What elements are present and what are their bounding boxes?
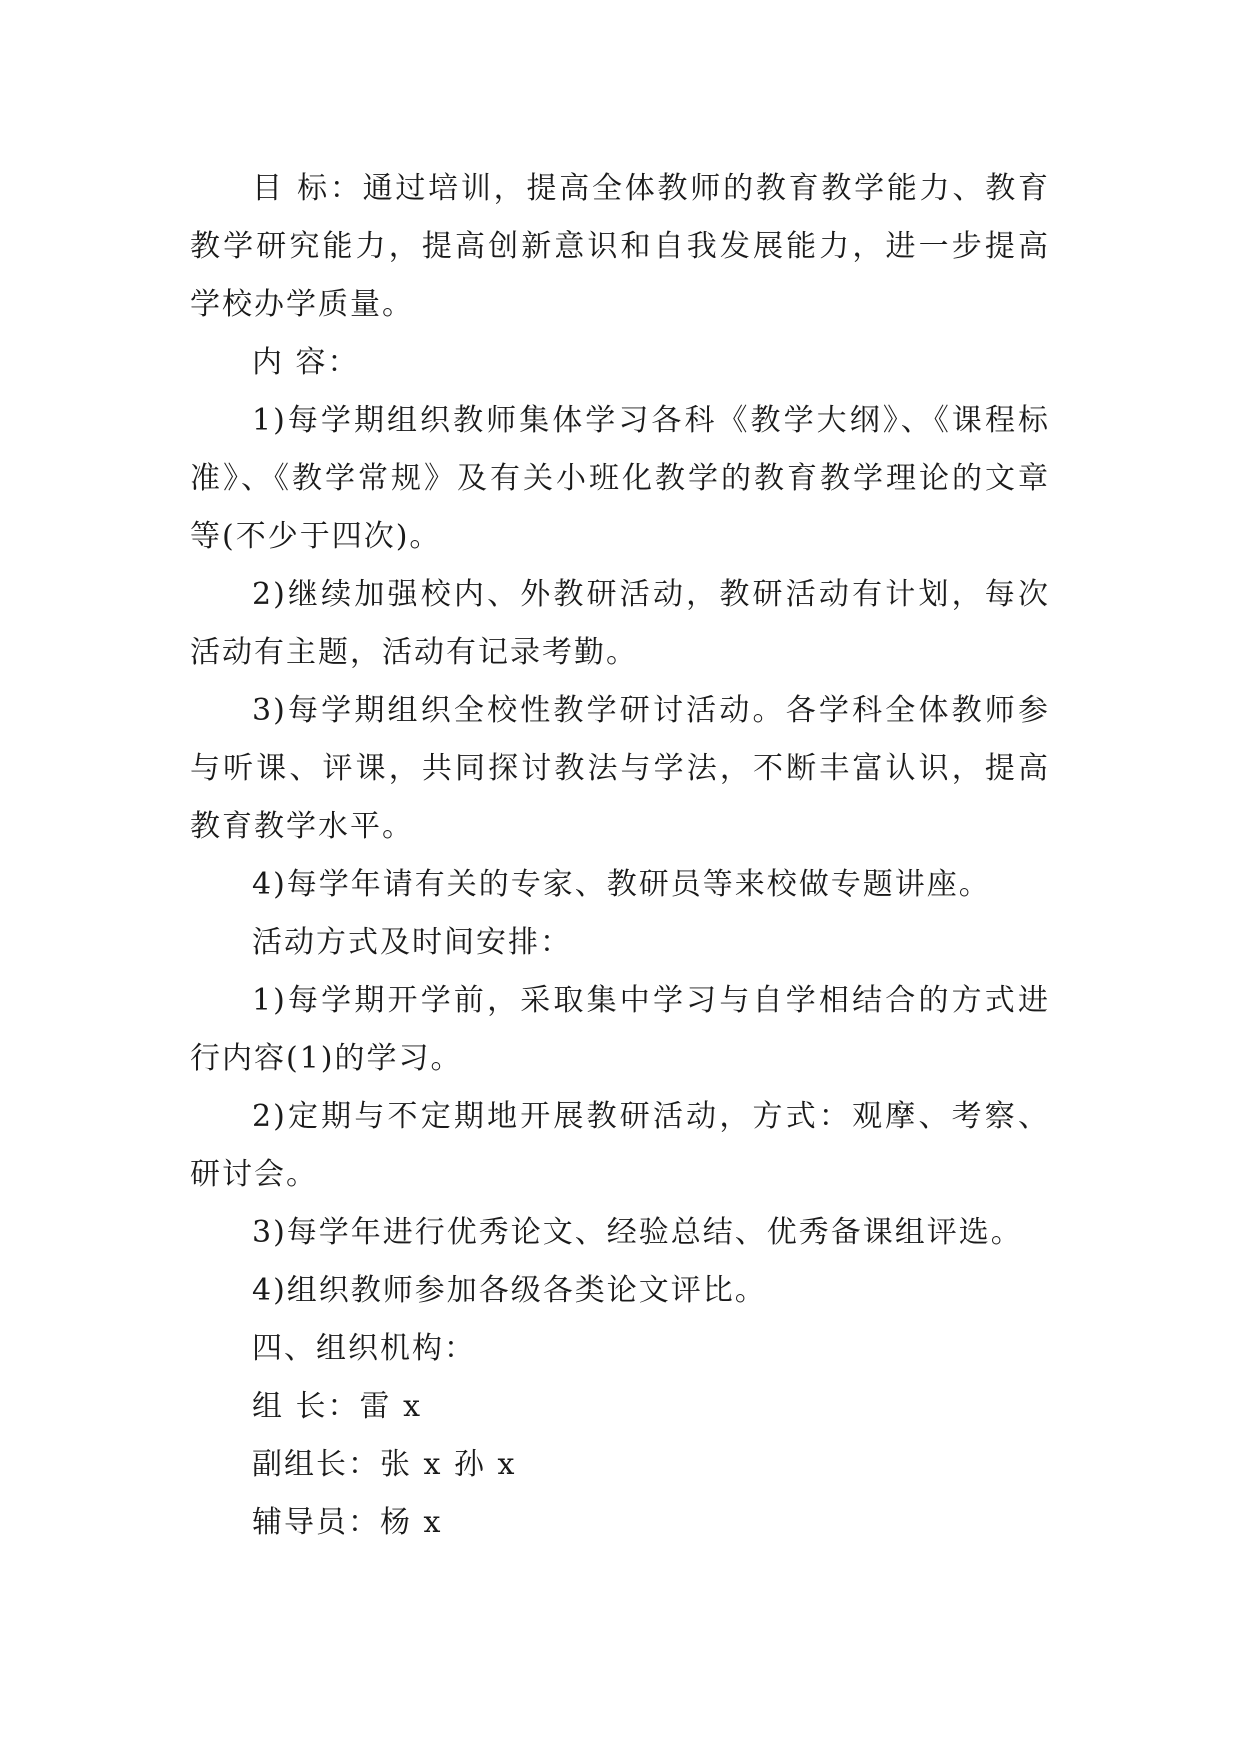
paragraph-goal: 目 标：通过培训，提高全体教师的教育教学能力、教育教学研究能力，提高创新意识和自我发展能力，进一步提高学校办学质量。 (190, 171, 1050, 322)
document-page (190, 160, 1050, 1552)
paragraph-deputy-leader: 副组长：张 x 孙 x (252, 1447, 517, 1482)
paragraph-schedule-item-3: 3)每学年进行优秀论文、经验总结、优秀备课组评选。 (252, 1215, 1023, 1250)
paragraph-schedule-item-2: 2)定期与不定期地开展教研活动，方式：观摩、考察、研讨会。 (190, 1099, 1050, 1192)
paragraph-content-heading: 内 容： (252, 345, 360, 380)
paragraph-schedule-item-1: 1)每学期开学前，采取集中学习与自学相结合的方式进行内容(1)的学习。 (190, 983, 1050, 1076)
paragraph-leader: 组 长：雷 x (252, 1389, 422, 1424)
paragraph-counselor: 辅导员：杨 x (252, 1505, 443, 1540)
paragraph-content-item-1: 1)每学期组织教师集体学习各科《教学大纲》、《课程标准》、《教学常规》及有关小班化教学的教育教学理论的文章等(不少于四次)。 (190, 403, 1050, 554)
paragraph-content-item-3: 3)每学期组织全校性教学研讨活动。各学科全体教师参与听课、评课，共同探讨教法与学法，不断丰富认识，提高教育教学水平。 (190, 693, 1050, 844)
paragraph-schedule-item-4: 4)组织教师参加各级各类论文评比。 (252, 1273, 767, 1308)
paragraph-schedule-heading: 活动方式及时间安排： (252, 925, 572, 960)
paragraph-content-item-4: 4)每学年请有关的专家、教研员等来校做专题讲座。 (252, 867, 991, 902)
paragraph-content-item-2: 2)继续加强校内、外教研活动，教研活动有计划，每次活动有主题，活动有记录考勤。 (190, 577, 1050, 670)
paragraph-organization-heading: 四、组织机构： (252, 1331, 476, 1366)
